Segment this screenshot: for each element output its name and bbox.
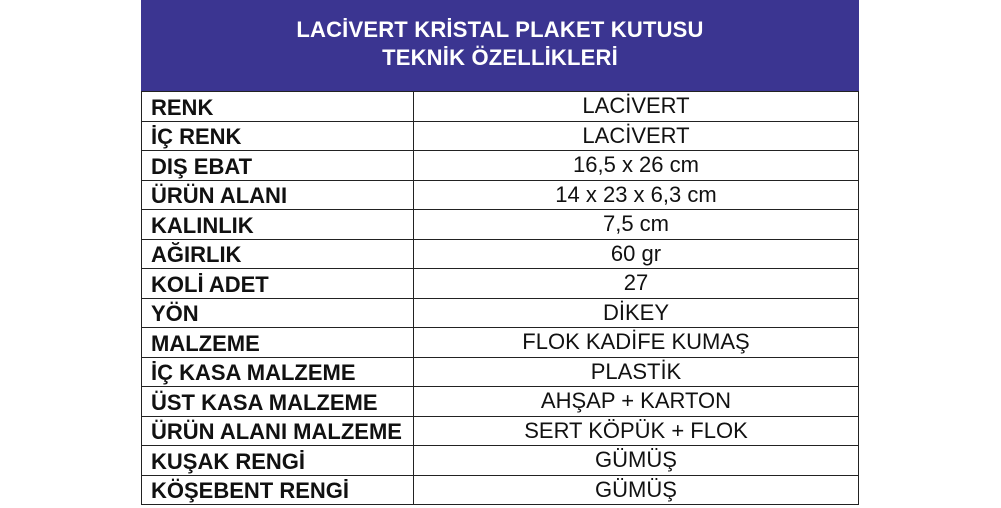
spec-value: 27 xyxy=(414,269,859,299)
spec-label: RENK xyxy=(142,92,414,122)
spec-label: KOLİ ADET xyxy=(142,269,414,299)
spec-row-urun-alani xyxy=(142,180,859,210)
spec-value: GÜMÜŞ xyxy=(414,446,859,476)
spec-label: DIŞ EBAT xyxy=(142,151,414,181)
spec-row-renk xyxy=(142,92,859,122)
header-title-line2: TEKNİK ÖZELLİKLERİ xyxy=(382,45,618,70)
spec-label: ÜRÜN ALANI xyxy=(142,180,414,210)
spec-row-kosebent-rengi xyxy=(142,475,859,505)
spec-value: 16,5 x 26 cm xyxy=(414,151,859,181)
spec-label: KUŞAK RENGİ xyxy=(142,446,414,476)
spec-value: 14 x 23 x 6,3 cm xyxy=(414,180,859,210)
spec-row-koli-adet xyxy=(142,269,859,299)
spec-label: YÖN xyxy=(142,298,414,328)
spec-header xyxy=(141,0,859,91)
spec-label: AĞIRLIK xyxy=(142,239,414,269)
spec-label: MALZEME xyxy=(142,328,414,358)
spec-value: AHŞAP + KARTON xyxy=(414,387,859,417)
spec-label: İÇ KASA MALZEME xyxy=(142,357,414,387)
spec-label: KÖŞEBENT RENGİ xyxy=(142,475,414,505)
spec-sheet xyxy=(141,0,859,508)
spec-value: DİKEY xyxy=(414,298,859,328)
spec-row-yon xyxy=(142,298,859,328)
spec-label: ÜST KASA MALZEME xyxy=(142,387,414,417)
header-title-line1: LACİVERT KRİSTAL PLAKET KUTUSU xyxy=(296,17,704,42)
spec-row-kalinlik xyxy=(142,210,859,240)
spec-value: 60 gr xyxy=(414,239,859,269)
spec-label: İÇ RENK xyxy=(142,121,414,151)
spec-value: SERT KÖPÜK + FLOK xyxy=(414,416,859,446)
spec-row-ust-kasa-malzeme xyxy=(142,387,859,417)
spec-row-dis-ebat xyxy=(142,151,859,181)
spec-row-urun-alani-malzeme xyxy=(142,416,859,446)
spec-value: FLOK KADİFE KUMAŞ xyxy=(414,328,859,358)
spec-value: LACİVERT xyxy=(414,92,859,122)
spec-value: PLASTİK xyxy=(414,357,859,387)
spec-value: LACİVERT xyxy=(414,121,859,151)
spec-row-malzeme xyxy=(142,328,859,358)
spec-row-kusak-rengi xyxy=(142,446,859,476)
spec-value: GÜMÜŞ xyxy=(414,475,859,505)
spec-row-agirlik xyxy=(142,239,859,269)
spec-table xyxy=(141,91,859,505)
spec-row-ic-kasa-malzeme xyxy=(142,357,859,387)
spec-row-ic-renk xyxy=(142,121,859,151)
spec-value: 7,5 cm xyxy=(414,210,859,240)
spec-label: KALINLIK xyxy=(142,210,414,240)
spec-label: ÜRÜN ALANI MALZEME xyxy=(142,416,414,446)
